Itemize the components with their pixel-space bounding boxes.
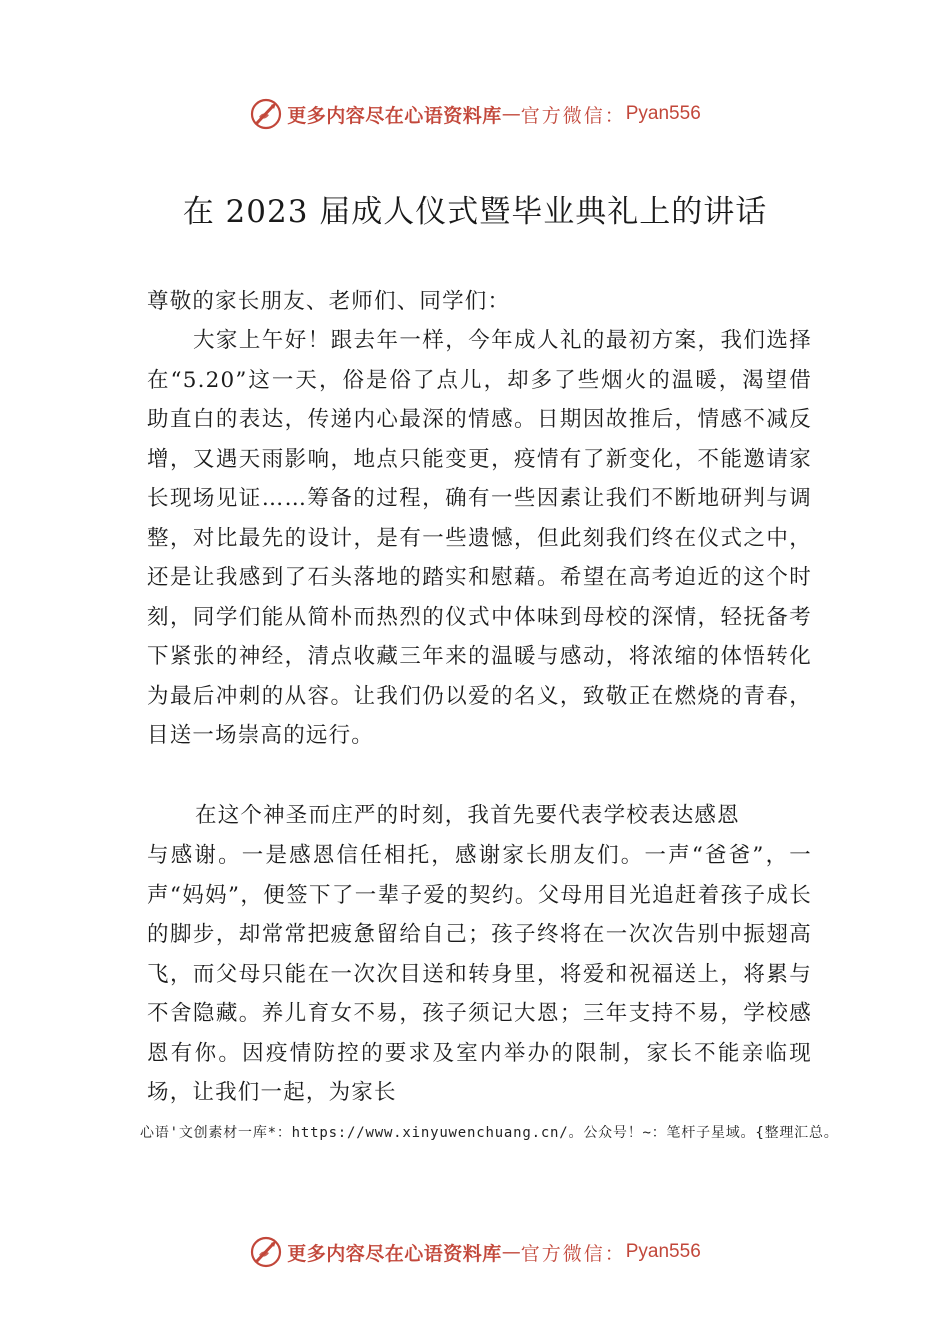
brand-logo-icon: [249, 1235, 283, 1269]
banner-weixin-id: Pyan556: [625, 103, 701, 124]
banner-dash: —: [501, 103, 521, 125]
banner-weixin-id: Pyan556: [625, 1241, 701, 1262]
footer-banner: [0, 1230, 950, 1274]
paragraph-2-first-line: 在这个神圣而庄严的时刻，我首先要代表学校表达感恩: [195, 803, 740, 828]
footnote: 心语'文创素材一库*：https://www.xinyuwenchuang.cn/。公众号！~：笔杆子星域。{整理汇总。: [140, 1125, 839, 1141]
salutation: 尊敬的家长朋友、老师们、同学们：: [147, 289, 511, 314]
header-banner: [0, 92, 950, 136]
brand-logo-icon: [249, 97, 283, 131]
banner-dash: —: [501, 1241, 521, 1263]
document-title: 在 2023 届成人仪式暨毕业典礼上的讲话: [182, 194, 768, 230]
paragraph-1: 大家上午好！跟去年一样，今年成人礼的最初方案，我们选择在“5.20”这一天，俗是俗了点儿，却多了些烟火的温暖，渴望借助直白的表达，传递内心最深的情感。日期因故推后，情感不减反增，又遇天雨影响，地点只能变更，疫情有了新变化，不能邀请家长现场见证……筹备的过程，确有一些因素让我们不断地研判与调整，对比最先的设计，是有一些遗憾，但此刻我们终在仪式之中，还是让我感到了石头落地的踏实和慰藉。希望在高考迫近的这个时刻，同学们能从简朴而热烈的仪式中体味到母校的深情，轻抚备考下紧张的神经，清点收藏三年来的温暖与感动，将浓缩的体悟转化为最后冲刺的从容。让我们仍以爱的名义，致敬正在燃烧的青春，目送一场崇高的远行。: [147, 328, 812, 748]
banner-text: 更多内容尽在心语资料库: [287, 104, 502, 127]
banner-weixin-label: 官方微信：: [520, 104, 626, 127]
paragraph-2: 与感谢。一是感恩信任相托，感谢家长朋友们。一声“爸爸”，一声“妈妈”，便签下了一辈子爱的契约。父母用目光追赶着孩子成长的脚步，却常常把疲惫留给自己；孩子终将在一次次告别中振翅高飞，而父母只能在一次次目送和转身里，将爱和祝福送上，将累与不舍隐藏。养儿育女不易，孩子须记大恩；三年支持不易，学校感恩有你。因疫情防控的要求及室内举办的限制，家长不能亲临现场，让我们一起，为家长: [147, 843, 812, 1105]
banner-weixin-label: 官方微信：: [520, 1242, 626, 1265]
banner-text: 更多内容尽在心语资料库: [287, 1242, 502, 1265]
